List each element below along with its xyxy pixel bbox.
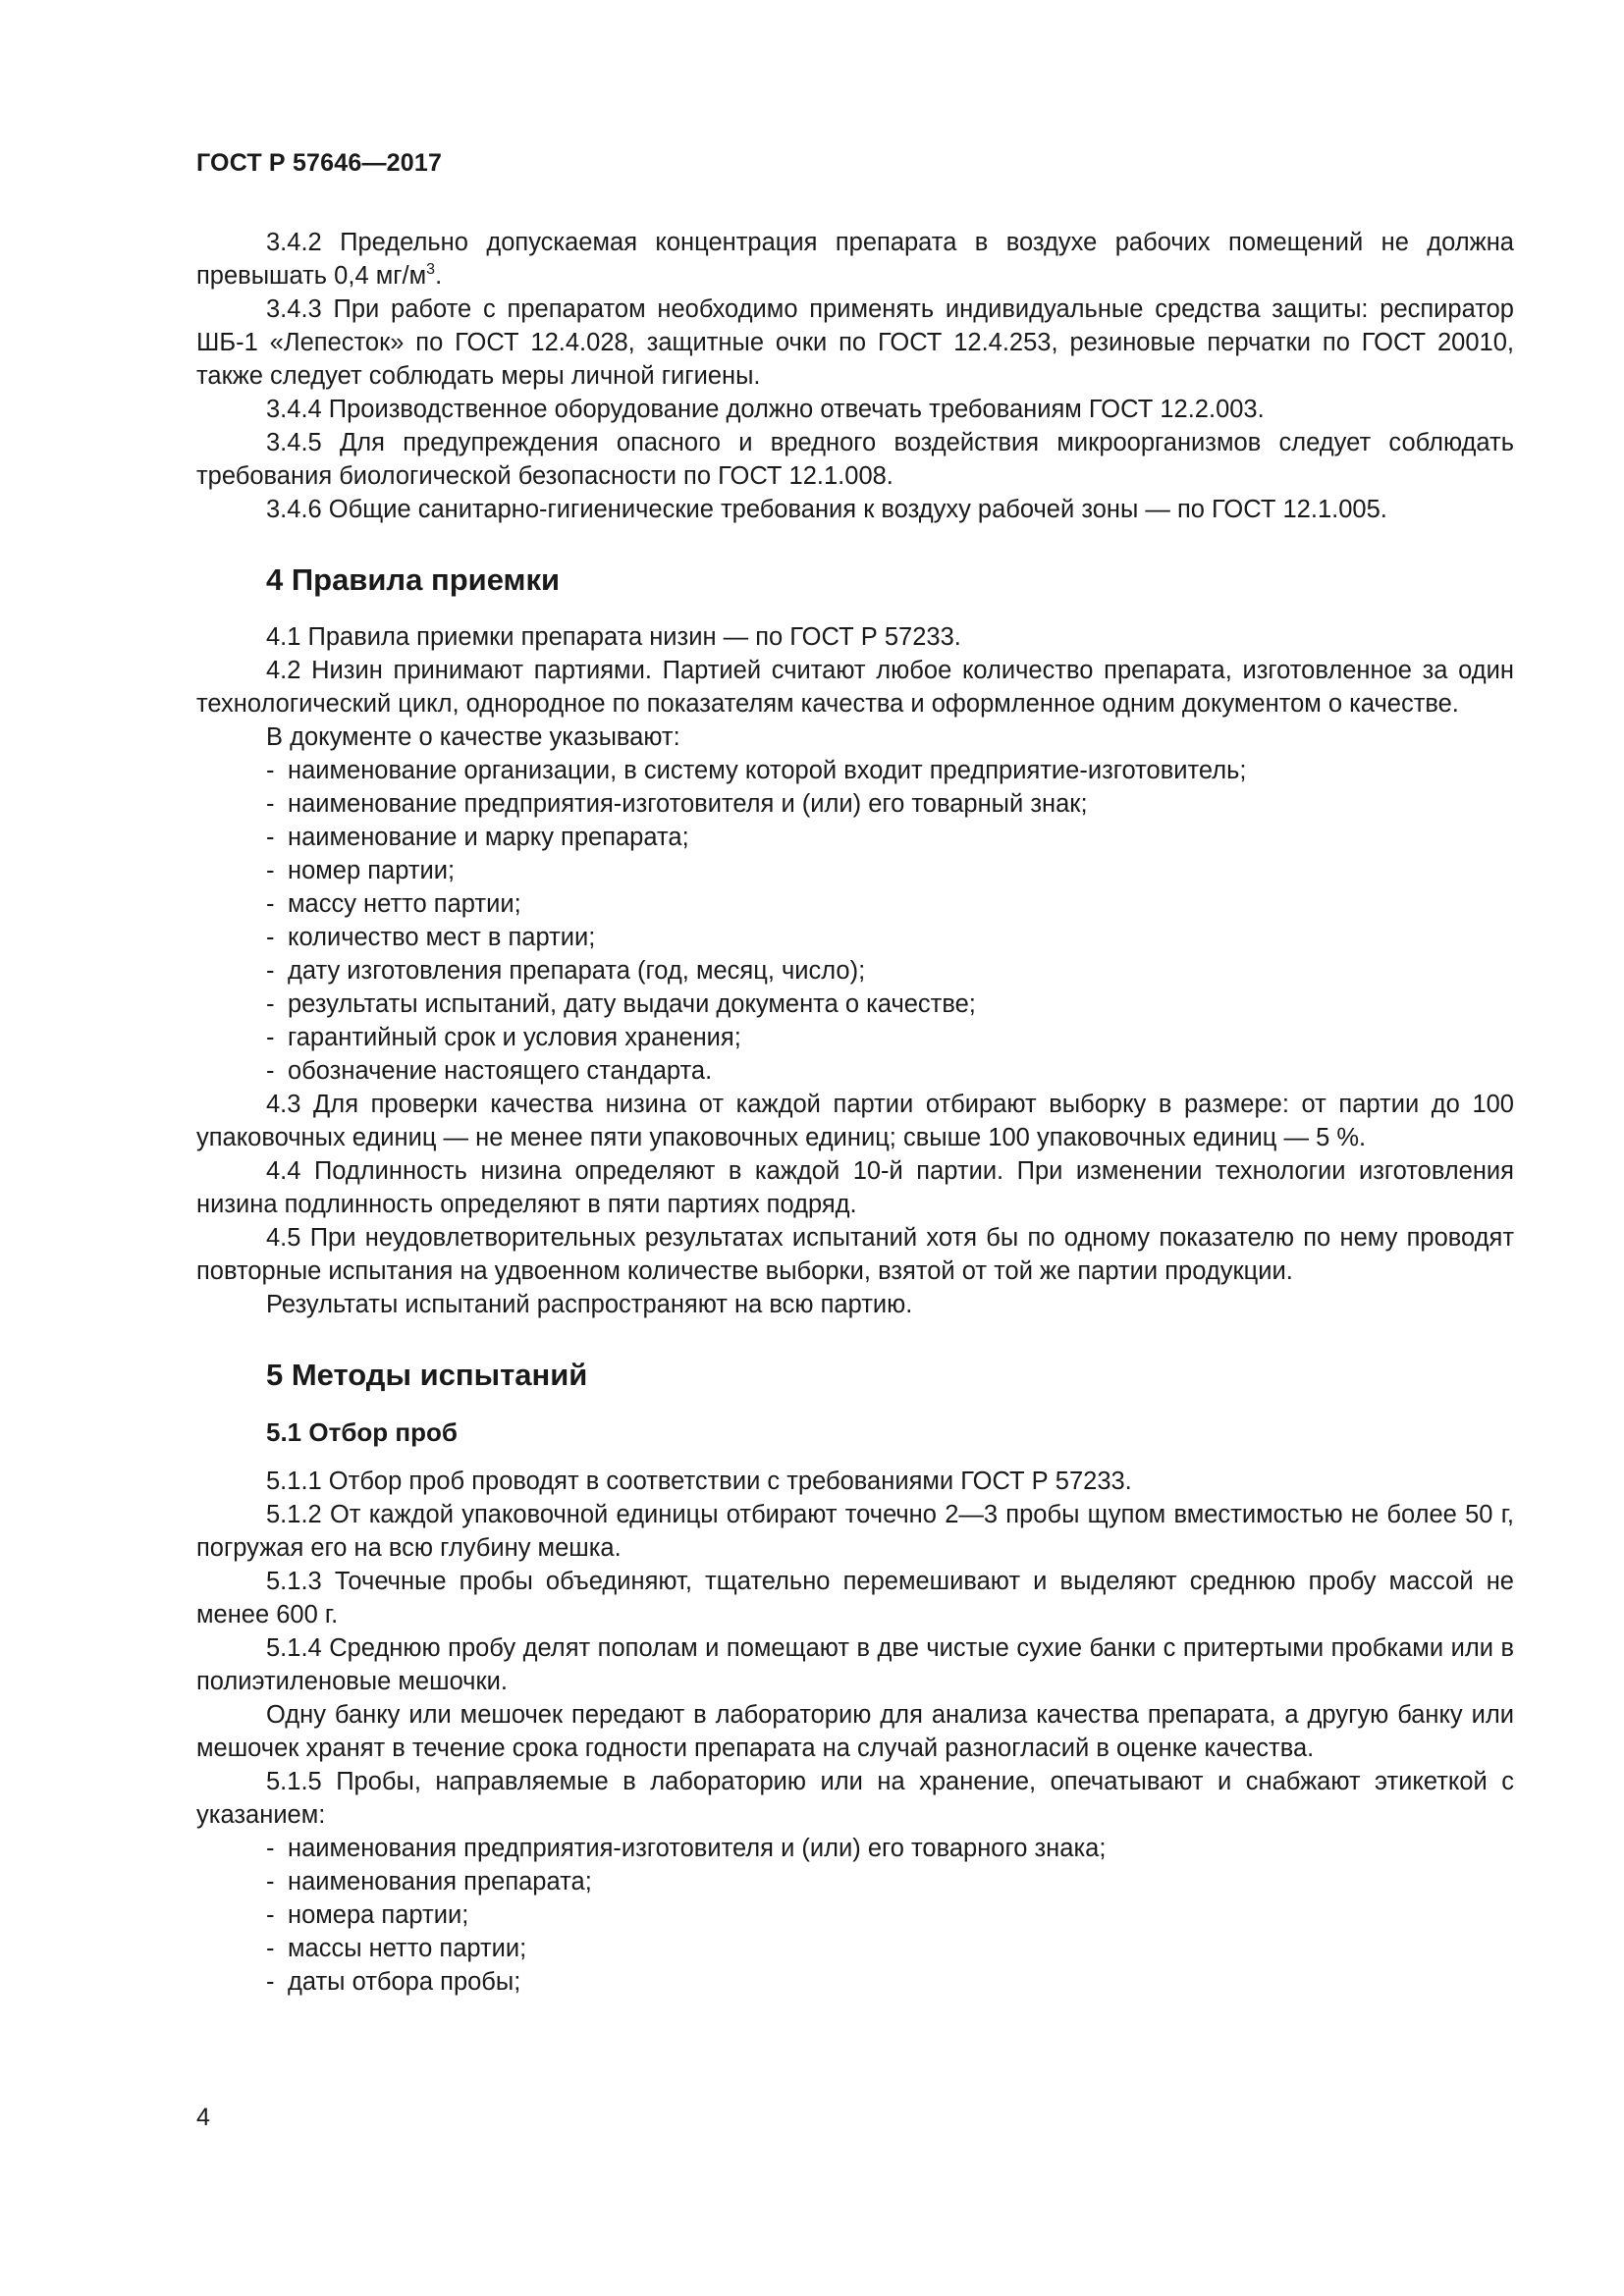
list-item-text: наименования предприятия-изготовителя и (или) его товарного знака; [288, 1835, 1107, 1862]
list-item [266, 1932, 1514, 1965]
list-item [266, 754, 1514, 787]
list-item-text: даты отбора пробы; [288, 1968, 521, 1996]
list-dash: - [266, 1901, 275, 1929]
paragraph-5-1-4-continued: Одну банку или мешочек передают в лабораторию для анализа качества препарата, а другую банку или мешочек хранят в течение срока годности препарата на случай разногласий в оценке качества. [196, 1701, 1514, 1762]
quality-document-list [196, 754, 1514, 1088]
superscript-cubic: 3 [426, 261, 436, 278]
paragraph-3-4-4: 3.4.4 Производственное оборудование должно отвечать требованиям ГОСТ 12.2.003. [266, 396, 1265, 423]
paragraph-4-5-result: Результаты испытаний распространяют на всю партию. [266, 1291, 913, 1318]
list-item-text: наименование предприятия-изготовителя и (или) его товарный знак; [288, 790, 1088, 818]
paragraph-4-5: 4.5 При неудовлетворительных результатах испытаний хотя бы по одному показателю по нему проводят повторные испытания на удвоенном количестве выборки, взятой от той же партии продукции. [196, 1224, 1514, 1285]
list-item-text: наименование организации, в систему которой входит предприятие-изготовитель; [288, 757, 1247, 784]
list-item [266, 1021, 1514, 1054]
label-contents-list [196, 1832, 1514, 1999]
list-item-text: результаты испытаний, дату выдачи документа о качестве; [288, 990, 976, 1018]
paragraph-3-4-3: 3.4.3 При работе с препаратом необходимо применять индивидуальные средства защиты: респиратор ШБ-1 «Лепесток» по ГОСТ 12.4.028, защитные очки по ГОСТ 12.4.253, резиновые перчатки по ГОСТ 20010, также следует соблюдать меры личной гигиены. [196, 295, 1514, 390]
paragraph-4-2: 4.2 Низин принимают партиями. Партией считают любое количество препарата, изготовленное за один технологический цикл, однородное по показателям качества и оформленное одним документом о качестве. [196, 657, 1514, 718]
list-dash: - [266, 1057, 275, 1085]
list-item-text: массу нетто партии; [288, 890, 521, 918]
section-5-heading: 5 Методы испытаний [266, 1358, 588, 1392]
list-dash: - [266, 890, 275, 918]
list-dash: - [266, 1024, 275, 1051]
page-number: 4 [196, 2104, 210, 2131]
paragraph-3-4-5: 3.4.5 Для предупреждения опасного и вредного воздействия микроорганизмов следует соблюдать требования биологической безопасности по ГОСТ 12.1.008. [196, 429, 1514, 490]
list-item-text: гарантийный срок и условия хранения; [288, 1024, 741, 1051]
list-item [266, 887, 1514, 921]
list-dash: - [266, 924, 275, 951]
list-item [266, 787, 1514, 821]
list-dash: - [266, 1868, 275, 1896]
section-4-heading: 4 Правила приемки [266, 562, 561, 597]
paragraph-5-1-1: 5.1.1 Отбор проб проводят в соответствии с требованиями ГОСТ Р 57233. [266, 1468, 1132, 1495]
list-item [266, 1832, 1514, 1865]
list-item [266, 988, 1514, 1021]
list-item-text: наименования препарата; [288, 1868, 592, 1896]
list-item [266, 854, 1514, 887]
paragraph-5-1-3: 5.1.3 Точечные пробы объединяют, тщательно перемешивают и выделяют среднюю пробу массой не менее 600 г. [196, 1568, 1514, 1629]
list-item-text: обозначение настоящего стандарта. [288, 1057, 713, 1085]
list-dash: - [266, 757, 275, 784]
list-item-text: наименование и марку препарата; [288, 824, 689, 851]
paragraph-4-3: 4.3 Для проверки качества низина от каждой партии отбирают выборку в размере: от партии до 100 упаковочных единиц — не менее пяти упаковочных единиц; свыше 100 упаковочных единиц — 5 %. [196, 1091, 1514, 1151]
paragraph-3-4-6: 3.4.6 Общие санитарно-гигиенические требования к воздуху рабочей зоны — по ГОСТ 12.1.005. [266, 496, 1387, 523]
list-item [266, 1898, 1514, 1932]
page-body [196, 226, 1514, 1999]
list-dash: - [266, 1968, 275, 1996]
list-dash: - [266, 990, 275, 1018]
paragraph-5-1-5: 5.1.5 Пробы, направляемые в лабораторию или на хранение, опечатывают и снабжают этикеткой с указанием: [196, 1768, 1514, 1829]
paragraph-3-4-2-text: 3.4.2 Предельно допускаемая концентрация препарата в воздухе рабочих помещений не должна превышать 0,4 мг/м [196, 229, 1514, 290]
list-item [266, 1054, 1514, 1088]
subsection-5-1-heading: 5.1 Отбор проб [266, 1417, 458, 1447]
list-dash: - [266, 857, 275, 884]
paragraph-5-1-2: 5.1.2 От каждой упаковочной единицы отбирают точечно 2—3 пробы щупом вместимостью не более 50 г, погружая его на всю глубину мешка. [196, 1501, 1514, 1562]
document-code-header: ГОСТ Р 57646—2017 [196, 149, 443, 177]
list-item-text: номер партии; [288, 857, 456, 884]
paragraph-3-4-2 [196, 226, 1514, 293]
paragraph-5-1-4: 5.1.4 Среднюю пробу делят пополам и помещают в две чистые сухие банки с притертыми пробками или в полиэтиленовые мешочки. [196, 1634, 1514, 1695]
list-dash: - [266, 1835, 275, 1862]
list-item-text: массы нетто партии; [288, 1935, 527, 1962]
list-item [266, 821, 1514, 854]
paragraph-4-1: 4.1 Правила приемки препарата низин — по ГОСТ Р 57233. [266, 623, 961, 651]
list-item [266, 1965, 1514, 1999]
list-item-text: номера партии; [288, 1901, 469, 1929]
list-dash: - [266, 957, 275, 985]
paragraph-4-4: 4.4 Подлинность низина определяют в каждой 10-й партии. При изменении технологии изготовления низина подлинность определяют в пяти партиях подряд. [196, 1157, 1514, 1218]
list-dash: - [266, 824, 275, 851]
list-dash: - [266, 1935, 275, 1962]
paragraph-4-2-intro: В документе о качестве указывают: [266, 723, 680, 751]
list-item [266, 954, 1514, 988]
list-item-text: количество мест в партии; [288, 924, 596, 951]
list-item-text: дату изготовления препарата (год, месяц, число); [288, 957, 866, 985]
list-dash: - [266, 790, 275, 818]
list-item [266, 921, 1514, 954]
paragraph-3-4-2-end: . [435, 262, 443, 290]
list-item [266, 1865, 1514, 1898]
